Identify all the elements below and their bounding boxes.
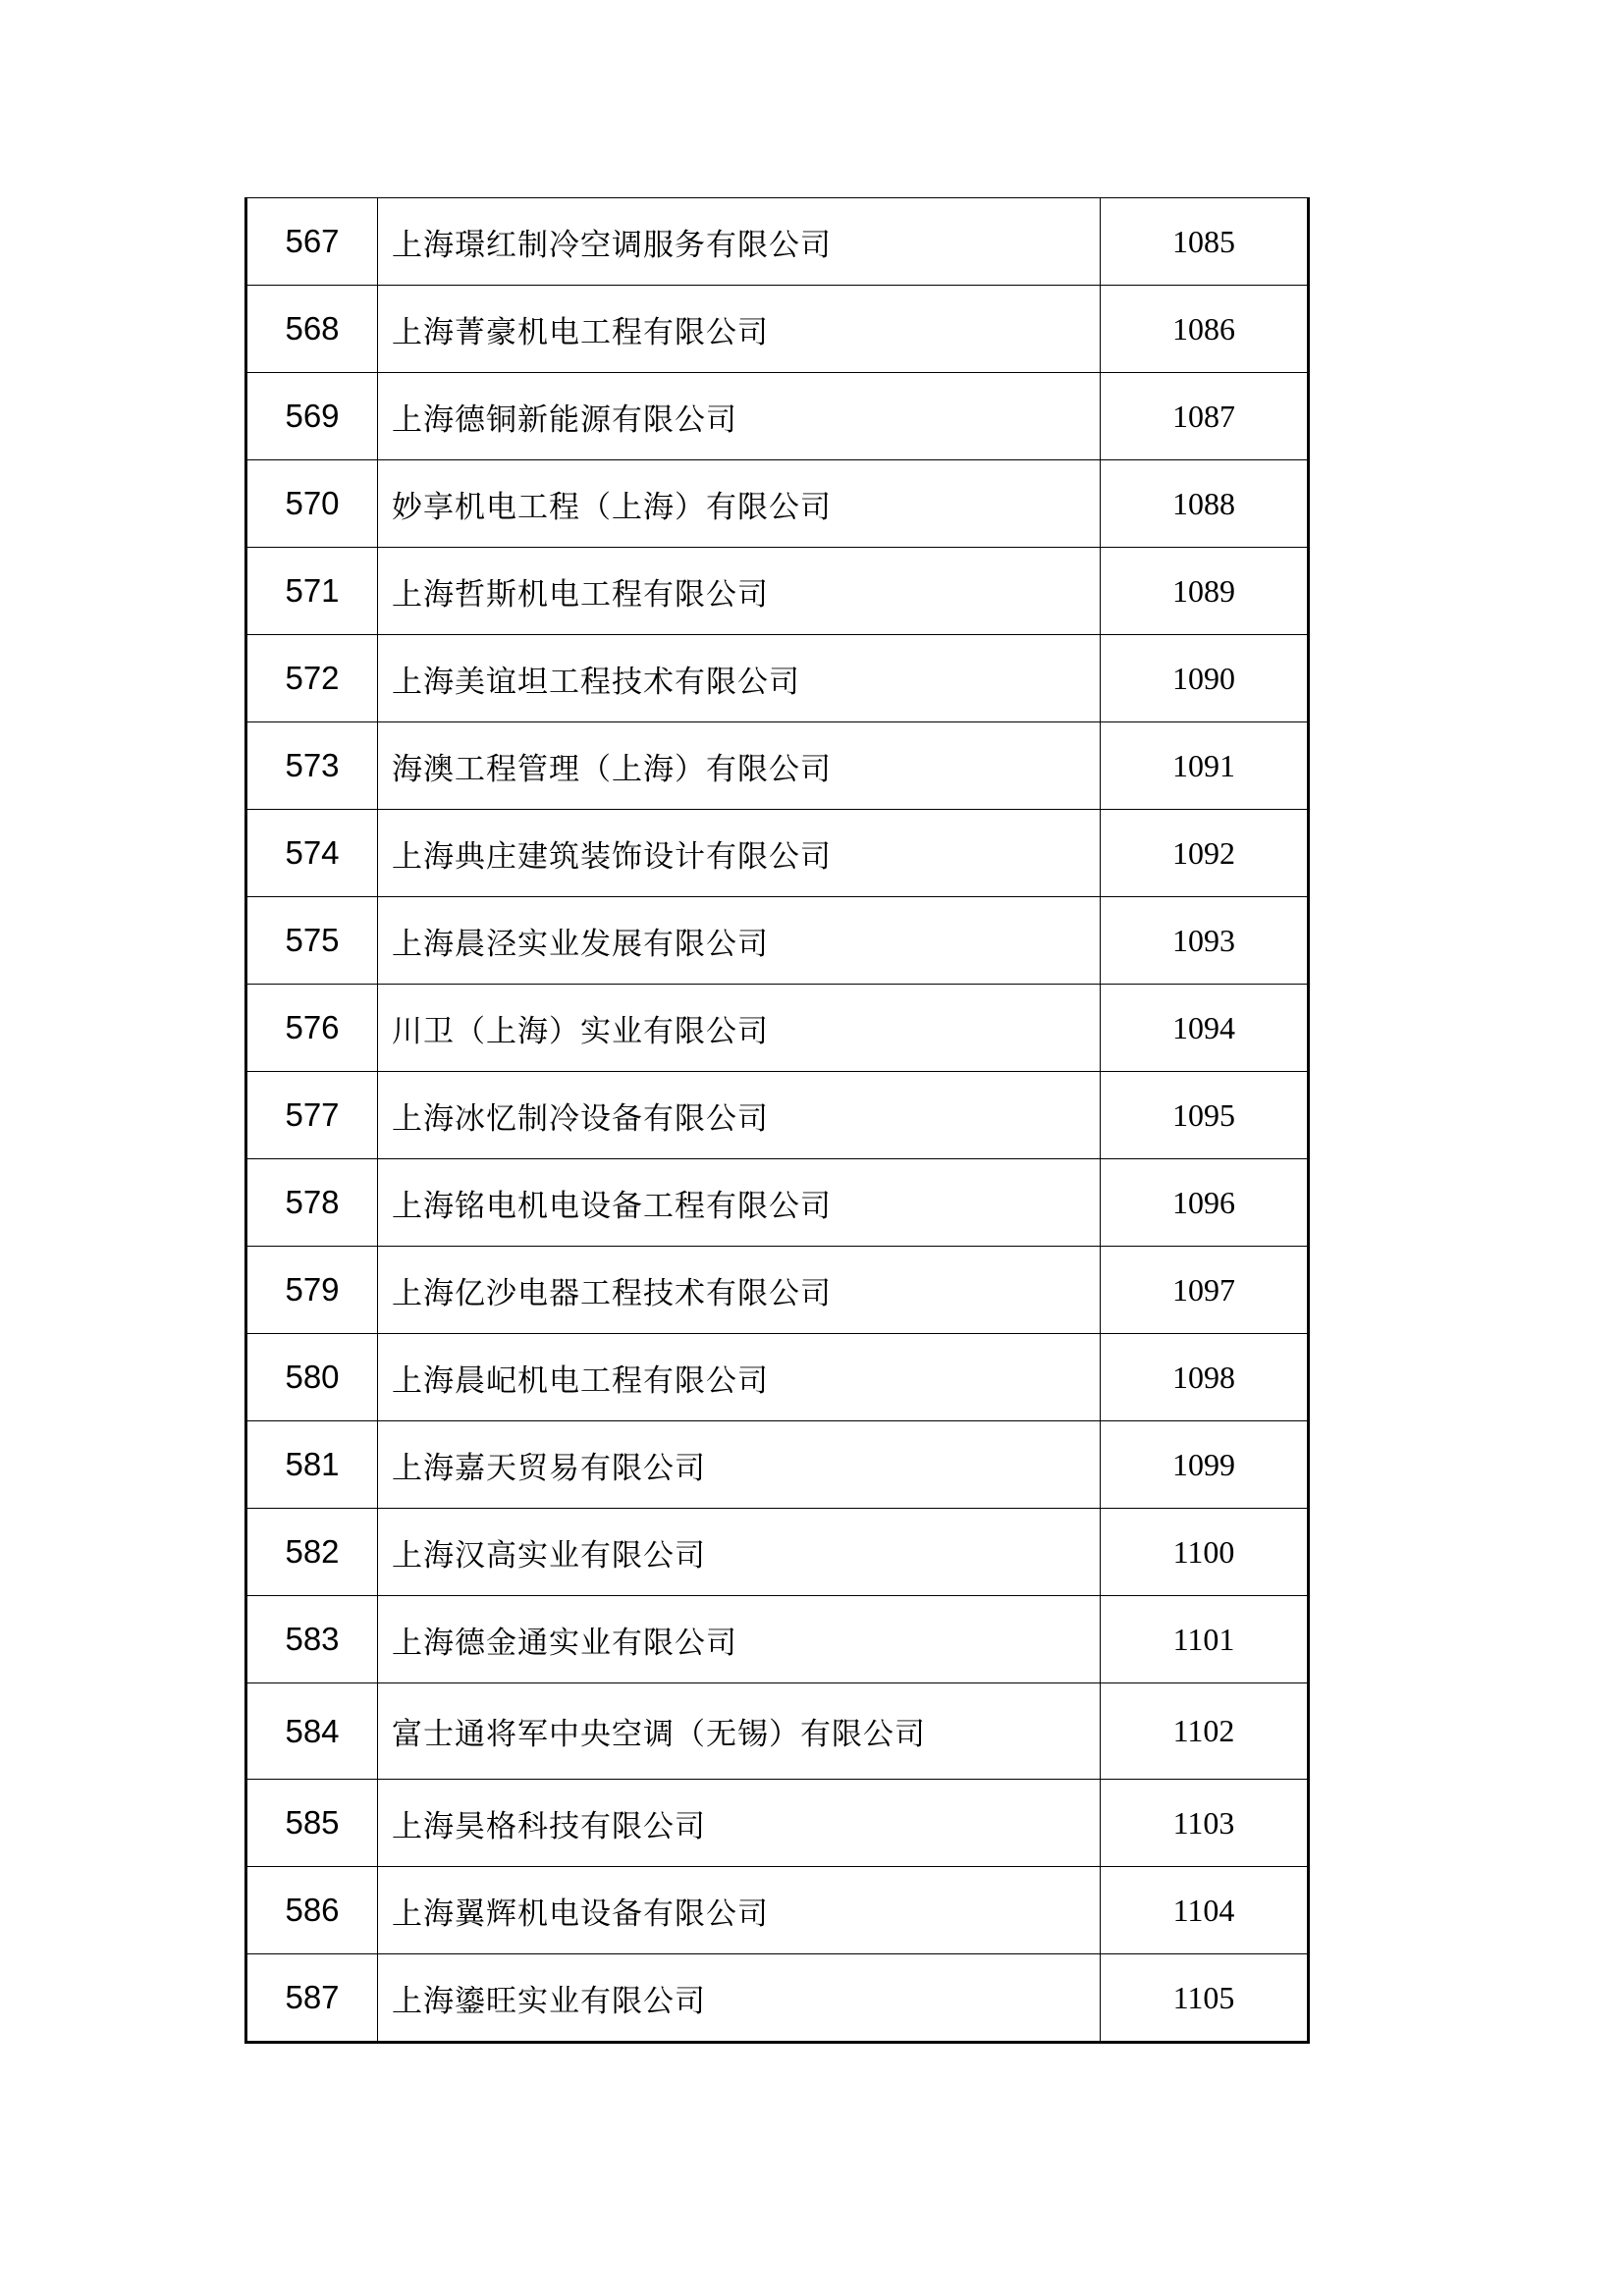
row-index: 584 (246, 1683, 378, 1780)
table-row (246, 1867, 1309, 1954)
table-row (246, 1072, 1309, 1159)
company-name: 上海亿沙电器工程技术有限公司 (378, 1247, 1101, 1334)
row-index: 573 (246, 722, 378, 810)
row-index: 568 (246, 286, 378, 373)
table-body (246, 198, 1309, 2043)
company-name: 上海晨泾实业发展有限公司 (378, 897, 1101, 985)
table-row (246, 460, 1309, 548)
row-index: 572 (246, 635, 378, 722)
company-name: 上海昊格科技有限公司 (378, 1780, 1101, 1867)
company-name: 上海翼辉机电设备有限公司 (378, 1867, 1101, 1954)
company-name: 上海铭电机电设备工程有限公司 (378, 1159, 1101, 1247)
row-index: 581 (246, 1421, 378, 1509)
company-name: 上海嘉天贸易有限公司 (378, 1421, 1101, 1509)
row-index: 587 (246, 1954, 378, 2043)
table-row (246, 1247, 1309, 1334)
company-name: 上海菁豪机电工程有限公司 (378, 286, 1101, 373)
table-row (246, 897, 1309, 985)
company-code: 1088 (1101, 460, 1309, 548)
table-row (246, 1334, 1309, 1421)
table-row (246, 722, 1309, 810)
table-row (246, 1780, 1309, 1867)
table-row (246, 985, 1309, 1072)
company-name: 上海鎏旺实业有限公司 (378, 1954, 1101, 2043)
company-code: 1097 (1101, 1247, 1309, 1334)
company-code: 1089 (1101, 548, 1309, 635)
company-name: 海澳工程管理（上海）有限公司 (378, 722, 1101, 810)
row-index: 574 (246, 810, 378, 897)
row-index: 578 (246, 1159, 378, 1247)
company-code: 1086 (1101, 286, 1309, 373)
company-code: 1098 (1101, 1334, 1309, 1421)
company-code: 1105 (1101, 1954, 1309, 2043)
company-code: 1092 (1101, 810, 1309, 897)
row-index: 582 (246, 1509, 378, 1596)
table-row (246, 1509, 1309, 1596)
row-index: 579 (246, 1247, 378, 1334)
company-code: 1093 (1101, 897, 1309, 985)
company-code: 1103 (1101, 1780, 1309, 1867)
row-index: 575 (246, 897, 378, 985)
company-name: 上海德金通实业有限公司 (378, 1596, 1101, 1683)
row-index: 580 (246, 1334, 378, 1421)
row-index: 576 (246, 985, 378, 1072)
company-name: 上海冰忆制冷设备有限公司 (378, 1072, 1101, 1159)
company-name: 川卫（上海）实业有限公司 (378, 985, 1101, 1072)
company-code: 1100 (1101, 1509, 1309, 1596)
company-code: 1102 (1101, 1683, 1309, 1780)
company-name: 上海德铜新能源有限公司 (378, 373, 1101, 460)
company-code: 1091 (1101, 722, 1309, 810)
table-row (246, 1683, 1309, 1780)
company-code: 1096 (1101, 1159, 1309, 1247)
company-code: 1085 (1101, 198, 1309, 286)
table-row (246, 635, 1309, 722)
table-row (246, 1596, 1309, 1683)
company-code: 1087 (1101, 373, 1309, 460)
table-row (246, 286, 1309, 373)
company-code: 1095 (1101, 1072, 1309, 1159)
row-index: 571 (246, 548, 378, 635)
company-name: 上海典庄建筑装饰设计有限公司 (378, 810, 1101, 897)
table-row (246, 1159, 1309, 1247)
company-code: 1094 (1101, 985, 1309, 1072)
table-row (246, 373, 1309, 460)
row-index: 577 (246, 1072, 378, 1159)
row-index: 583 (246, 1596, 378, 1683)
company-name: 上海哲斯机电工程有限公司 (378, 548, 1101, 635)
company-name: 富士通将军中央空调（无锡）有限公司 (378, 1683, 1101, 1780)
company-name: 上海美谊坦工程技术有限公司 (378, 635, 1101, 722)
row-index: 586 (246, 1867, 378, 1954)
company-code: 1090 (1101, 635, 1309, 722)
company-name: 上海晨屺机电工程有限公司 (378, 1334, 1101, 1421)
company-name: 上海璟红制冷空调服务有限公司 (378, 198, 1101, 286)
table-row (246, 548, 1309, 635)
table-row (246, 1954, 1309, 2043)
company-code: 1101 (1101, 1596, 1309, 1683)
company-name: 妙享机电工程（上海）有限公司 (378, 460, 1101, 548)
table-row (246, 1421, 1309, 1509)
company-code: 1104 (1101, 1867, 1309, 1954)
row-index: 567 (246, 198, 378, 286)
company-name: 上海汉高实业有限公司 (378, 1509, 1101, 1596)
row-index: 585 (246, 1780, 378, 1867)
table-row (246, 810, 1309, 897)
company-table (244, 197, 1310, 2044)
table-row (246, 198, 1309, 286)
company-code: 1099 (1101, 1421, 1309, 1509)
row-index: 570 (246, 460, 378, 548)
row-index: 569 (246, 373, 378, 460)
